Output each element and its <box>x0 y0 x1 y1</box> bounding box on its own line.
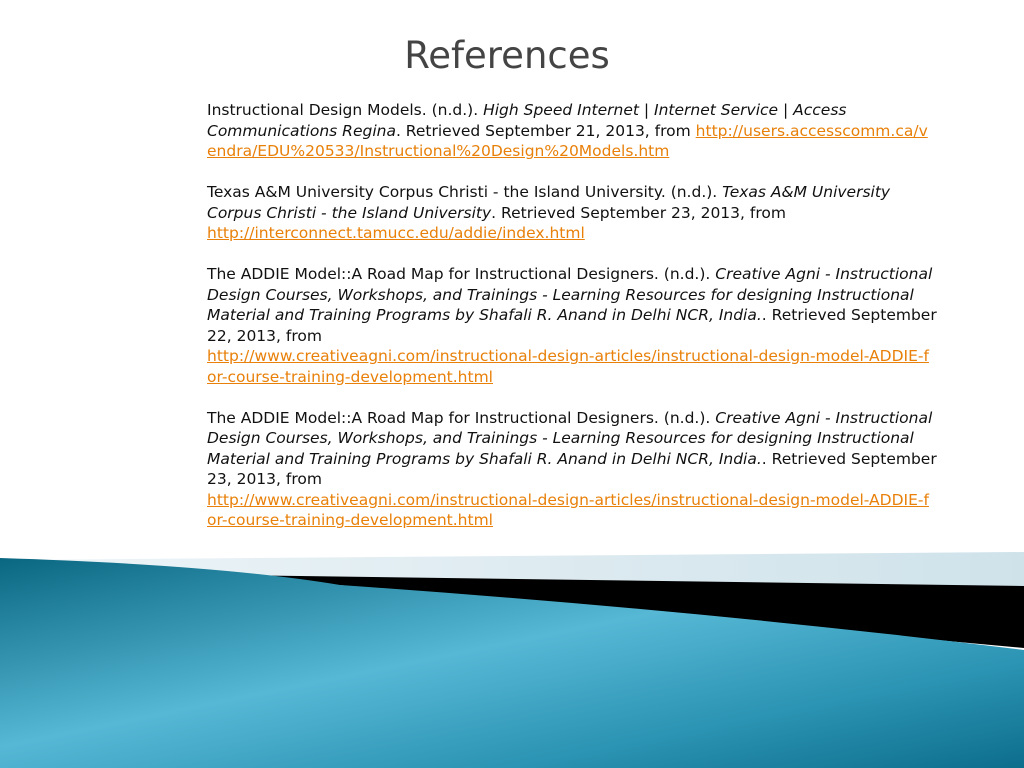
reference-retrieved: . Retrieved September 23, 2013, from <box>491 203 786 222</box>
reference-item-3 <box>207 264 937 387</box>
reference-link[interactable]: http://interconnect.tamucc.edu/addie/index.html <box>207 224 585 242</box>
reference-prefix: Texas A&M University Corpus Christi - the Island University. (n.d.). <box>207 183 723 201</box>
reference-retrieved: . Retrieved September 23, 2013, from <box>207 449 937 488</box>
reference-link[interactable]: http://users.accesscomm.ca/vendra/EDU%20533/Instructional%20Design%20Models.htm <box>207 121 928 160</box>
reference-retrieved: . Retrieved September 21, 2013, from <box>395 121 696 140</box>
reference-link[interactable]: http://www.creativeagni.com/instructional-design-articles/instructional-design-model-ADDIE-for-course-training-development.html <box>207 347 929 386</box>
reference-source: Creative Agni - Instructional Design Courses, Workshops, and Trainings - Learning Resources for designing Instructional Material and Training Programs by Shafali R. Anand in Delhi NCR, India. <box>207 408 933 468</box>
reference-prefix: The ADDIE Model::A Road Map for Instructional Designers. (n.d.). <box>207 265 716 283</box>
reference-retrieved: . Retrieved September 22, 2013, from <box>207 306 937 345</box>
reference-item-2 <box>207 182 937 244</box>
reference-source: Creative Agni - Instructional Design Courses, Workshops, and Trainings - Learning Resources for designing Instructional Material and Training Programs by Shafali R. Anand in Delhi NCR, India. <box>207 265 933 324</box>
reference-source: Texas A&M University Corpus Christi - the Island University <box>207 183 891 222</box>
reference-source: High Speed Internet | Internet Service | Access Communications Regina <box>207 101 847 140</box>
reference-link[interactable]: http://www.creativeagni.com/instructional-design-articles/instructional-design-model-ADDIE-for-course-training-development.html <box>207 490 929 529</box>
references-list <box>207 100 937 551</box>
slide-title: References <box>404 34 610 77</box>
reference-prefix: Instructional Design Models. (n.d.). <box>207 101 484 119</box>
reference-item-1 <box>207 100 937 162</box>
reference-item-4 <box>207 408 937 531</box>
reference-prefix: The ADDIE Model::A Road Map for Instructional Designers. (n.d.). <box>207 408 716 427</box>
